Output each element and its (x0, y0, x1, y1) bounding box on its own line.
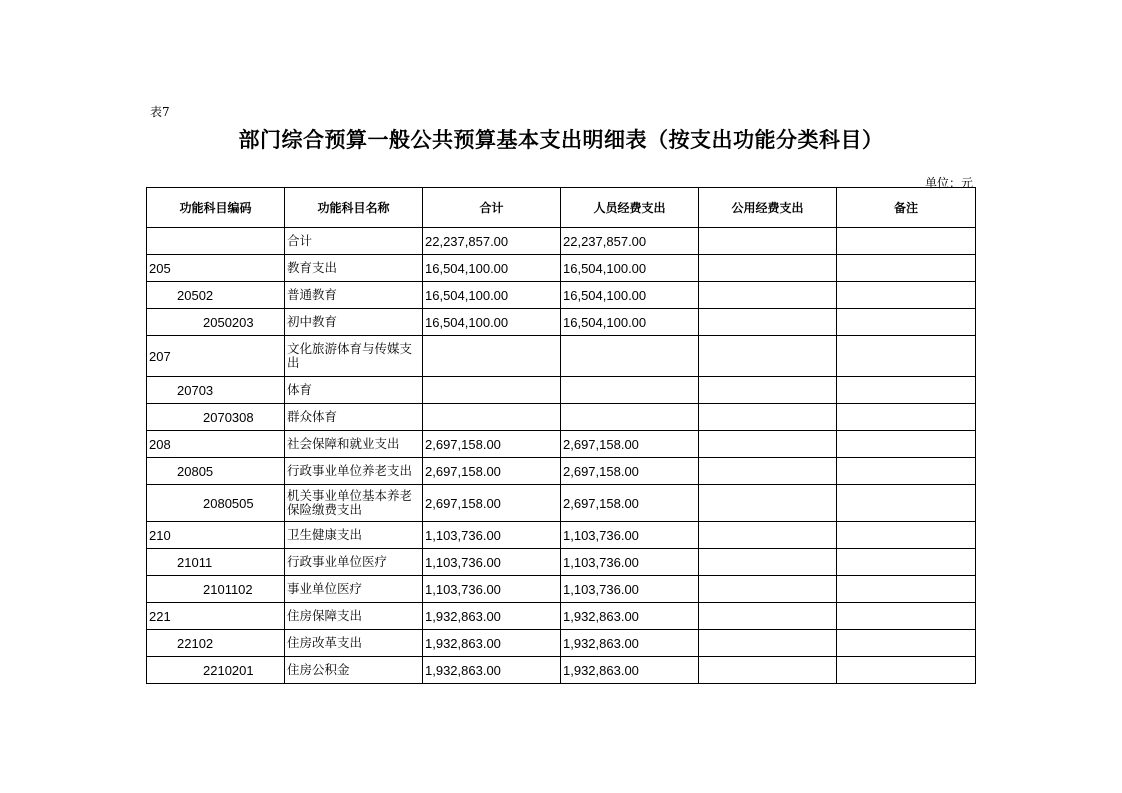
cell-note (837, 228, 976, 255)
table-row (147, 377, 976, 404)
table-row (147, 228, 976, 255)
cell-total (423, 377, 561, 404)
table-row (147, 336, 976, 377)
cell-personnel (561, 377, 699, 404)
cell-code: 207 (147, 336, 285, 377)
header-row (147, 188, 976, 228)
cell-name: 初中教育 (285, 309, 423, 336)
table-row (147, 657, 976, 684)
cell-personnel: 1,932,863.00 (561, 603, 699, 630)
header-name: 功能科目名称 (285, 188, 423, 228)
header-note: 备注 (837, 188, 976, 228)
table-row (147, 458, 976, 485)
cell-code: 20502 (147, 282, 285, 309)
cell-note (837, 336, 976, 377)
cell-personnel: 1,103,736.00 (561, 522, 699, 549)
cell-personnel: 1,103,736.00 (561, 576, 699, 603)
cell-name: 住房保障支出 (285, 603, 423, 630)
cell-note (837, 431, 976, 458)
cell-personnel: 2,697,158.00 (561, 431, 699, 458)
cell-code: 208 (147, 431, 285, 458)
cell-code (147, 228, 285, 255)
table-row (147, 485, 976, 522)
table-number: 表7 (150, 105, 170, 119)
cell-total: 1,103,736.00 (423, 549, 561, 576)
cell-total: 1,932,863.00 (423, 603, 561, 630)
page-title: 部门综合预算一般公共预算基本支出明细表（按支出功能分类科目） (238, 128, 884, 152)
cell-name: 普通教育 (285, 282, 423, 309)
cell-name: 群众体育 (285, 404, 423, 431)
cell-personnel (561, 336, 699, 377)
cell-personnel: 16,504,100.00 (561, 309, 699, 336)
cell-code: 205 (147, 255, 285, 282)
cell-public (699, 630, 837, 657)
cell-personnel: 1,103,736.00 (561, 549, 699, 576)
cell-public (699, 522, 837, 549)
cell-total: 16,504,100.00 (423, 309, 561, 336)
cell-code: 20703 (147, 377, 285, 404)
budget-table (146, 187, 976, 684)
cell-personnel: 22,237,857.00 (561, 228, 699, 255)
header-total: 合计 (423, 188, 561, 228)
cell-public (699, 255, 837, 282)
table-row (147, 603, 976, 630)
cell-name: 住房公积金 (285, 657, 423, 684)
table-row (147, 576, 976, 603)
cell-note (837, 522, 976, 549)
cell-total: 1,932,863.00 (423, 630, 561, 657)
table-row (147, 630, 976, 657)
cell-code: 2101102 (147, 576, 285, 603)
cell-name: 行政事业单位医疗 (285, 549, 423, 576)
cell-personnel (561, 404, 699, 431)
cell-total (423, 404, 561, 431)
cell-note (837, 549, 976, 576)
cell-personnel: 2,697,158.00 (561, 458, 699, 485)
cell-code: 221 (147, 603, 285, 630)
cell-public (699, 549, 837, 576)
table-row (147, 282, 976, 309)
cell-public (699, 282, 837, 309)
cell-public (699, 657, 837, 684)
cell-public (699, 404, 837, 431)
cell-code: 20805 (147, 458, 285, 485)
cell-name: 住房改革支出 (285, 630, 423, 657)
cell-total: 2,697,158.00 (423, 485, 561, 522)
cell-note (837, 377, 976, 404)
table-row (147, 522, 976, 549)
cell-personnel: 1,932,863.00 (561, 630, 699, 657)
cell-public (699, 309, 837, 336)
cell-public (699, 576, 837, 603)
table-row (147, 549, 976, 576)
cell-total: 1,103,736.00 (423, 576, 561, 603)
cell-personnel: 16,504,100.00 (561, 282, 699, 309)
cell-note (837, 485, 976, 522)
cell-code: 2050203 (147, 309, 285, 336)
cell-public (699, 336, 837, 377)
cell-code: 2070308 (147, 404, 285, 431)
cell-code: 2080505 (147, 485, 285, 522)
cell-total: 1,103,736.00 (423, 522, 561, 549)
cell-name: 合计 (285, 228, 423, 255)
cell-name: 事业单位医疗 (285, 576, 423, 603)
cell-total: 16,504,100.00 (423, 255, 561, 282)
cell-public (699, 485, 837, 522)
cell-note (837, 603, 976, 630)
cell-note (837, 458, 976, 485)
cell-note (837, 576, 976, 603)
cell-name: 体育 (285, 377, 423, 404)
cell-note (837, 630, 976, 657)
cell-note (837, 404, 976, 431)
cell-total: 2,697,158.00 (423, 431, 561, 458)
unit-label: 单位：元 (924, 176, 973, 190)
cell-public (699, 603, 837, 630)
header-public: 公用经费支出 (699, 188, 837, 228)
table-row (147, 404, 976, 431)
cell-public (699, 431, 837, 458)
cell-note (837, 309, 976, 336)
cell-total: 16,504,100.00 (423, 282, 561, 309)
cell-total: 22,237,857.00 (423, 228, 561, 255)
table-row (147, 255, 976, 282)
table-row (147, 431, 976, 458)
cell-name: 社会保障和就业支出 (285, 431, 423, 458)
cell-name: 机关事业单位基本养老保险缴费支出 (285, 485, 423, 522)
cell-note (837, 282, 976, 309)
cell-code: 210 (147, 522, 285, 549)
cell-public (699, 377, 837, 404)
cell-name: 教育支出 (285, 255, 423, 282)
cell-name: 行政事业单位养老支出 (285, 458, 423, 485)
cell-total: 2,697,158.00 (423, 458, 561, 485)
cell-personnel: 2,697,158.00 (561, 485, 699, 522)
header-code: 功能科目编码 (147, 188, 285, 228)
cell-name: 文化旅游体育与传媒支出 (285, 336, 423, 377)
cell-personnel: 1,932,863.00 (561, 657, 699, 684)
cell-code: 22102 (147, 630, 285, 657)
cell-total: 1,932,863.00 (423, 657, 561, 684)
cell-code: 2210201 (147, 657, 285, 684)
table-row (147, 309, 976, 336)
cell-code: 21011 (147, 549, 285, 576)
cell-note (837, 657, 976, 684)
cell-public (699, 458, 837, 485)
cell-name: 卫生健康支出 (285, 522, 423, 549)
cell-note (837, 255, 976, 282)
cell-total (423, 336, 561, 377)
cell-personnel: 16,504,100.00 (561, 255, 699, 282)
header-personnel: 人员经费支出 (561, 188, 699, 228)
cell-public (699, 228, 837, 255)
